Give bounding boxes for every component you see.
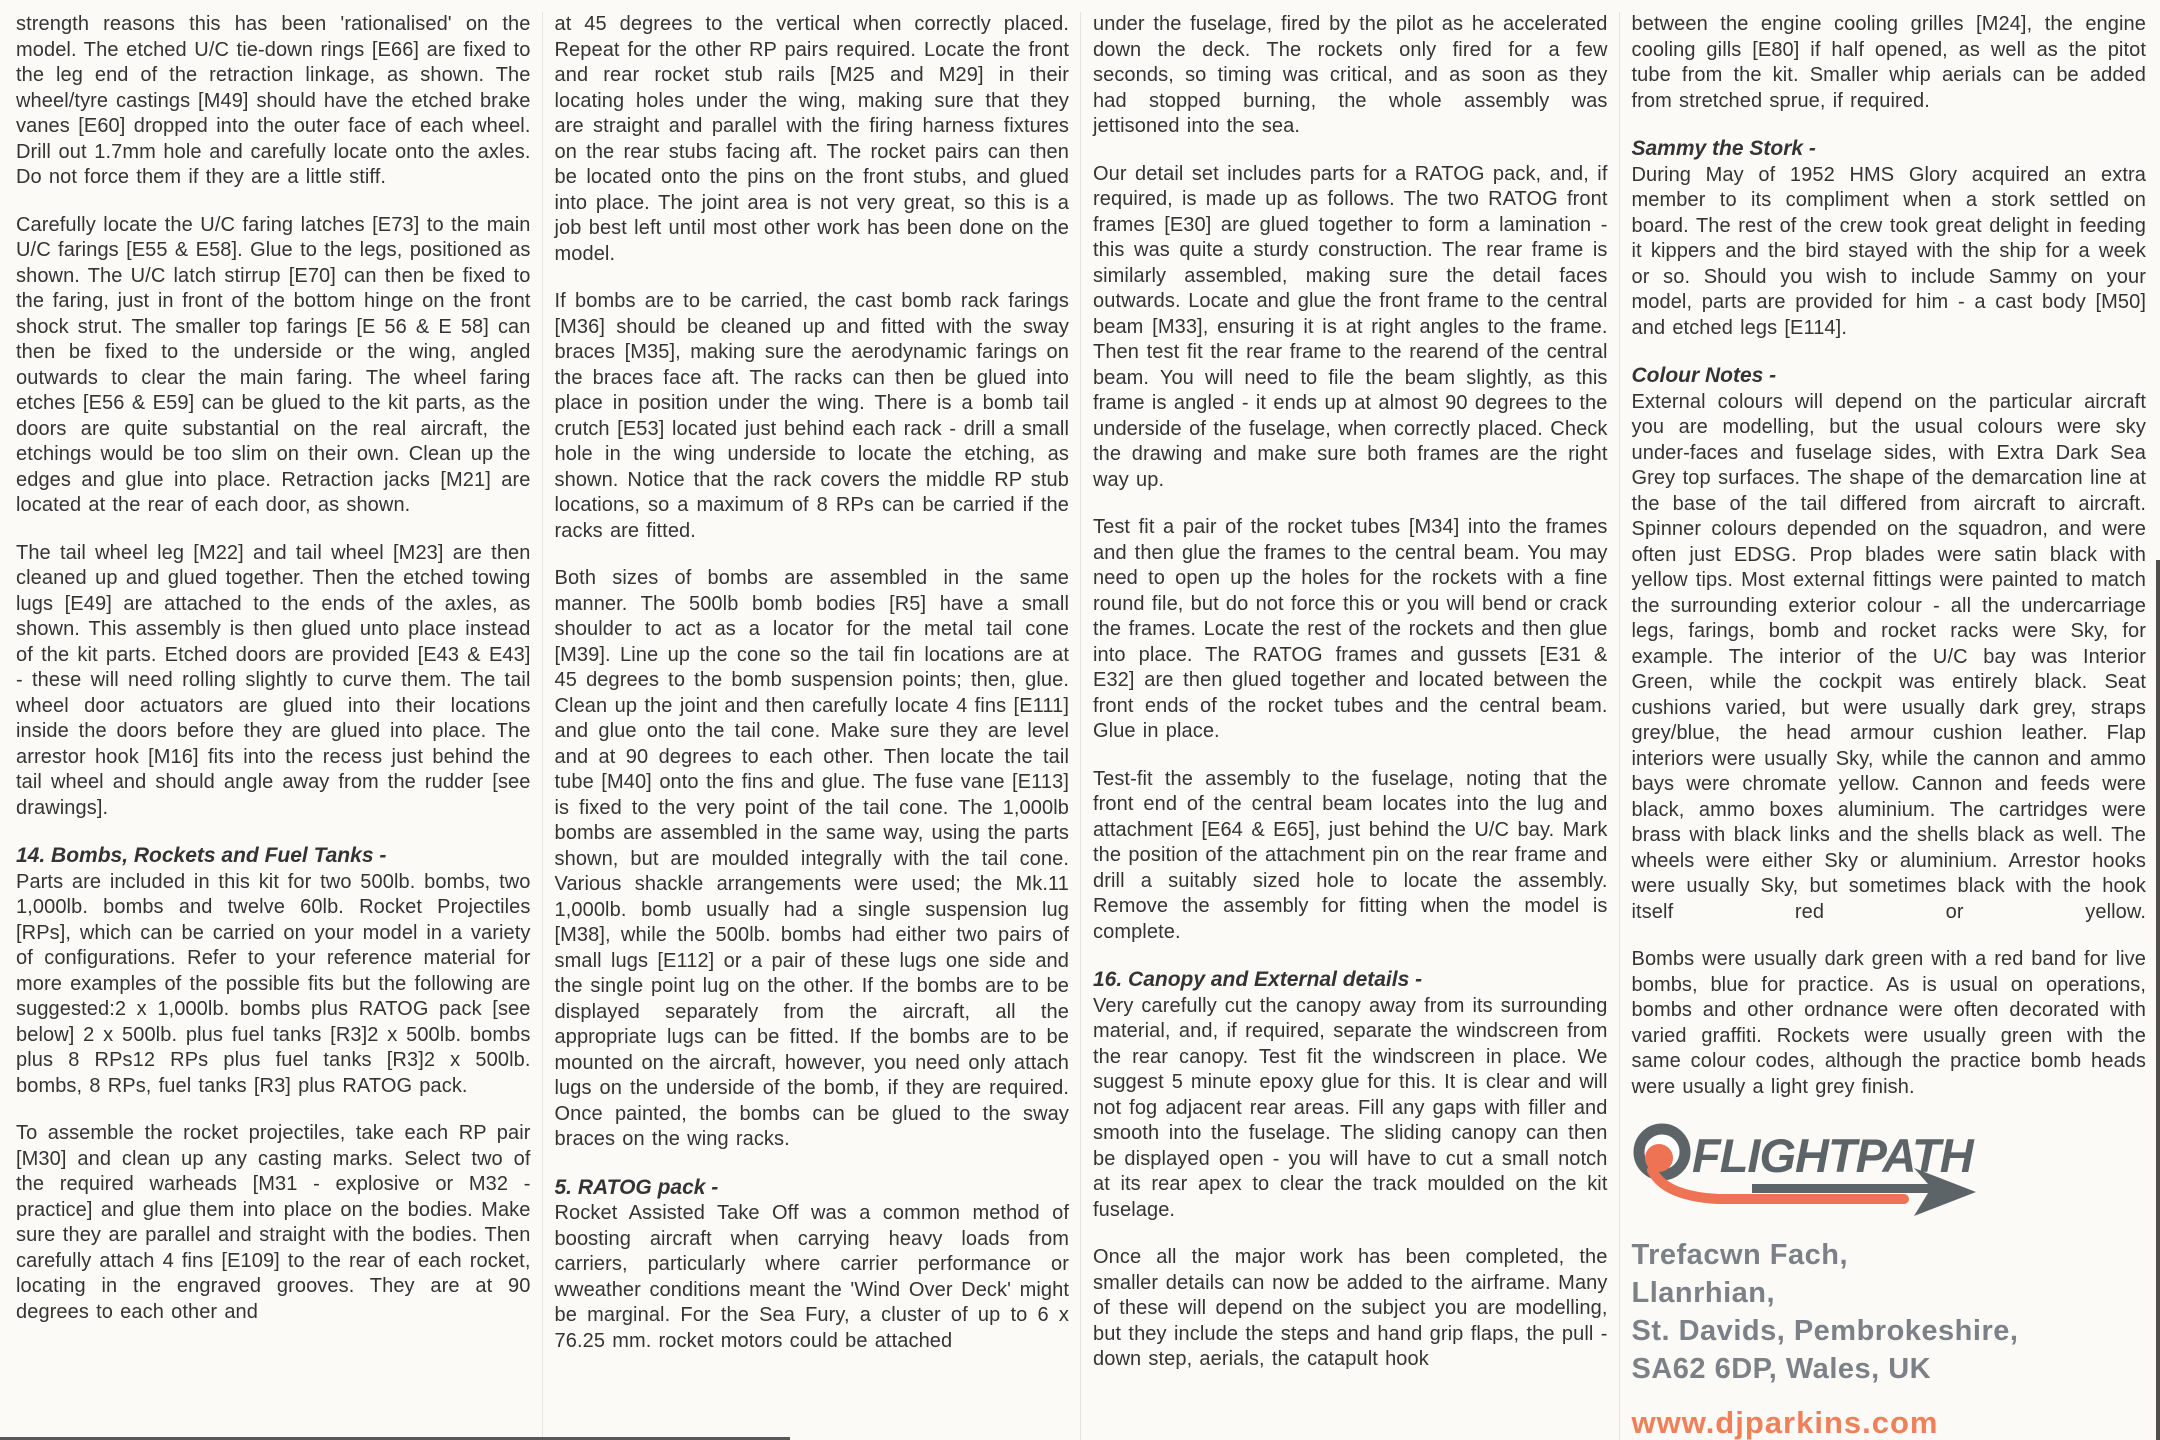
publisher-footer bbox=[1631, 1122, 2147, 1440]
section-heading: 14. Bombs, Rockets and Fuel Tanks - bbox=[16, 844, 387, 867]
text-column-1 bbox=[16, 12, 531, 1440]
publisher-website-url: www.djparkins.com bbox=[1631, 1405, 1939, 1440]
address-line: SA62 6DP, Wales, UK bbox=[1631, 1353, 1932, 1385]
text-column-3 bbox=[1080, 12, 1608, 1440]
column-4-blocks bbox=[1632, 12, 2147, 1100]
address-line: St. Davids, Pembrokeshire, bbox=[1631, 1315, 2019, 1347]
paragraph: Very carefully cut the canopy away from its surrounding material, and, if required, separate the windscreen from the rear canopy. Test fit the windscreen in place. We suggest 5 minute epoxy glue for this. It is clear and will not fog adjacent rear areas. Fill any gaps with filler and smooth into the fuselage. The sliding canopy can then be displayed open - you will have to cut a small notch at its rear apex to clear the track moulded on the kit fuselage. bbox=[1093, 994, 1608, 1221]
section-heading: 5. RATOG pack - bbox=[554, 1175, 719, 1199]
paragraph: strength reasons this has been 'rationalised' on the model. The etched U/C tie-down rings [E66] are fixed to the leg end of the retraction linkage, as shown. The wheel/tyre castings [M49] should have the etched brake vanes [E60] dropped into the outer face of each wheel. Drill out 1.7mm hole and carefully locate onto the axles. Do not force them if they are a little stiff. bbox=[16, 13, 531, 188]
paragraph: at 45 degrees to the vertical when correctly placed. Repeat for the other RP pairs required. Locate the front and rear rocket stub rails [M25 and M29] in their locating holes under the wing, making sure that they are straight and parallel with the firing harness fixtures on the rear stubs facing aft. The rocket pairs can then be located onto the pins on the front stubs, and glued into place. The joint area is not very great, so this is a job best left until most other work has been done on the model. bbox=[554, 13, 1069, 265]
paragraph: Both sizes of bombs are assembled in the same manner. The 500lb bomb bodies [R5] have a small shoulder to act as a locator for the metal tail cone [M39]. Line up the cone so the tail fin locations are at 45 degrees to the bomb suspension points; then, glue. Clean up the joint and then carefully locate 4 fins [E111] and glue onto the tail cone. Make sure they are level and at 90 degrees to each other. Then locate the tail tube [M40] onto the fins and glue. The fuse vane [E113] is fixed to the very point of the tail cone. The 1,000lb bombs are assembled in the same way, using the parts shown, but are moulded integrally with the tail cone. Various shackle arrangements were used; the Mk.11 1,000lb. bomb usually had a single suspension lug [M38], while the 500lb. bombs had either two pairs of small lugs [E112] or a pair of these lugs one side and the single point lug on the other. If the bombs are to be displayed separately from the aircraft, all the appropriate lugs can be fitted. If the bombs are to be mounted on the aircraft, however, you need only attach lugs on the underside of the bomb, if they are required. Once painted, the bombs can be glued to the sway braces on the wing racks. bbox=[554, 567, 1069, 1150]
paragraph: During May of 1952 HMS Glory acquired an extra member to its compliment when a stork settled on board. The rest of the crew took great delight in feeding it kippers and the bird stayed with the ship for a week or so. Should you wish to include Sammy on your model, parts are provided for him - a cast body [M50] and etched legs [E114]. bbox=[1631, 163, 2146, 339]
paragraph: The tail wheel leg [M22] and tail wheel [M23] are then cleaned up and glued together. Then the etched towing lugs [E49] are attached to the ends of the axles, as shown. This assembly is then glued unto place instead of the kit parts. Etched doors are provided [E43 & E43] - these will need rolling slightly to curve them. The tail wheel door actuators are glued into their locations inside the doors before they are glued into place. The arrestor hook [M16] fits into the recess just behind the tail wheel and should angle away from the rudder [see drawings]. bbox=[16, 541, 531, 819]
address-line: Trefacwn Fach, bbox=[1631, 1239, 1849, 1271]
column-3-blocks bbox=[1093, 12, 1608, 1373]
column-1-blocks bbox=[16, 12, 531, 1325]
section-heading: 16. Canopy and External details - bbox=[1093, 968, 1423, 991]
paragraph: under the fuselage, fired by the pilot as he accelerated down the deck. The rockets only fired for a few seconds, so timing was critical, and as soon as they had stopped burning, the whole assembly was jettisoned into the sea. bbox=[1093, 13, 1608, 137]
address-line: Llanrhian, bbox=[1631, 1277, 1776, 1309]
paragraph: Rocket Assisted Take Off was a common method of boosting aircraft when carrying heavy loads from carriers, particularly where carrier performance or wweather conditions meant the 'Wind Over Deck' might be marginal. For the Sea Fury, a cluster of up to 6 x 76.25 mm. rocket motors could be attached bbox=[554, 1202, 1069, 1352]
paragraph: between the engine cooling grilles [M24], the engine cooling gills [E80] if half opened, as well as the pitot tube from the kit. Smaller whip aerials can be added from stretched sprue, if required. bbox=[1631, 13, 2146, 112]
column-2-blocks bbox=[555, 12, 1070, 1354]
text-column-2 bbox=[542, 12, 1070, 1440]
paragraph: Carefully locate the U/C faring latches [E73] to the main U/C farings [E55 & E58]. Glue to the legs, positioned as shown. The U/C latch stirrup [E70] can then be fixed to the faring, just in front of the bottom hinge on the front shock strut. The smaller top farings [E 56 & E 58] can then be fixed to the underside or the wing, angled outwards to clear the main faring. The wheel faring etches [E56 & E59] can be glued to the kit parts, as the doors are quite substantial on the real aircraft, the etchings would be too slim on their own. Clean up the edges and glue into place. Retraction jacks [M21] are located at the rear of each door, as shown. bbox=[16, 213, 531, 516]
paragraph: If bombs are to be carried, the cast bomb rack farings [M36] should be cleaned up and fitted with the sway braces [M35], making sure the aerodynamic farings on the braces face aft. The racks can then be glued into place in position under the wing. There is a bomb tail crutch [E53] located just behind each rack - drill a small hole in the wing underside to locate the etching, as shown. Notice that the rack covers the middle RP stub locations, so a maximum of 8 RPs can be carried if the racks are fitted. bbox=[554, 290, 1069, 542]
paragraph: External colours will depend on the particular aircraft you are modelling, but the usual colours were sky under-faces and fuselage sides, with Extra Dark Sea Grey top surfaces. The shape of the demarcation line at the base of the tail differed from aircraft to aircraft. Spinner colours depended on the squadron, and were often just EDSG. Prop blades were satin black with yellow tips. Most external fittings were painted to match the surrounding exterior colour - all the undercarriage legs, farings, bomb and rocket racks were Sky, for example. The interior of the U/C bay was Interior Green, while the cockpit was entirely black. Seat cushions varied, but were usually dark grey, straps grey/blue, the head armour cushion leather. Flap interiors were usually Sky, while the cannon and ammo bays were chromate yellow. Cannon and feeds were black, ammo boxes aluminium. The cartridges were brass with black links and the shells black as well. The wheels were either Sky or aluminium. Arrestor hooks were usually Sky, but sometimes black with the hook itself red or yellow. bbox=[1631, 390, 2146, 923]
publisher-address bbox=[1632, 1236, 2147, 1388]
paragraph: Test-fit the assembly to the fuselage, noting that the front end of the central beam locates into the lug and attachment [E64 & E65], just behind the U/C bay. Mark the position of the attachment pin on the rear frame and drill a suitably sized hole to locate the assembly. Remove the assembly for fitting when the model is complete. bbox=[1093, 767, 1608, 943]
logo-wordmark: FLIGHTPATH bbox=[1691, 1129, 1973, 1182]
text-column-4 bbox=[1619, 12, 2147, 1440]
paragraph: Our detail set includes parts for a RATOG pack, and, if required, is made up as follows. The two RATOG front frames [E30] are glued together to form a lamination - this was quite a sturdy construction. The rear frame is similarly assembled, making sure the detail faces outwards. Locate and glue the front frame to the central beam [M33], ensuring it is at right angles to the frame. Then test fit the rear frame to the rearend of the central beam. You will need to file the beam slightly, as this frame is angled - it ends up at almost 90 degrees to the underside of the fuselage, when correctly placed. Check the drawing and make sure both frames are the right way up. bbox=[1093, 162, 1608, 491]
paragraph: To assemble the rocket projectiles, take each RP pair [M30] and clean up any casting marks. Select two of the required warheads [M31 - explosive or M32 - practice] and glue them into place on the bodies. Make sure they are parallel and straight with the bodies. Then carefully attach 4 fins [E109] to the rear of each rocket, locating in the engraved grooves. They are at 90 degrees to each other and bbox=[16, 1122, 531, 1323]
paragraph: Parts are included in this kit for two 500lb. bombs, two 1,000lb. bombs and twelve 60lb. Rocket Projectiles [RPs], which can be carried on your model in a variety of configurations. Refer to your reference material for more examples of the possible fits but the following are suggested:2 x 1,000lb. bombs plus RATOG pack [see below] 2 x 500lb. plus fuel tanks [R3]2 x 500lb. bombs plus 8 RPs12 RPs plus fuel tanks [R3]2 x 500lb. bombs, 8 RPs, fuel tanks [R3] plus RATOG pack. bbox=[16, 870, 531, 1097]
flightpath-logo bbox=[1632, 1122, 1980, 1218]
paragraph: Bombs were usually dark green with a red band for live bombs, blue for practice. As is usual on operations, bombs and other ordnance were often decorated with varied graffiti. Rockets were usually green with the same colour codes, although the practice bomb heads were usually a light grey finish. bbox=[1631, 948, 2146, 1098]
scan-edge-artifact bbox=[2156, 560, 2160, 1440]
flightpath-roundel-icon bbox=[1639, 1129, 1685, 1175]
section-heading: Colour Notes - bbox=[1631, 364, 1777, 387]
section-heading: Sammy the Stork - bbox=[1631, 137, 1816, 160]
paragraph: Once all the major work has been completed, the smaller details can now be added to the airframe. Many of these will depend on the subject you are modelling, but they include the steps and hand grip flaps, the pull - down step, aerials, the catapult hook bbox=[1093, 1246, 1608, 1370]
paragraph: Test fit a pair of the rocket tubes [M34] into the frames and then glue the frames to the central beam. You may need to open up the holes for the rockets with a fine round file, but do not force this or you will bend or crack the frames. Locate the rest of the rockets and then glue into place. The RATOG frames and gussets [E31 & E32] are then glued together and located between the front ends of the rocket tubes and the central beam. Glue in place. bbox=[1093, 516, 1608, 742]
